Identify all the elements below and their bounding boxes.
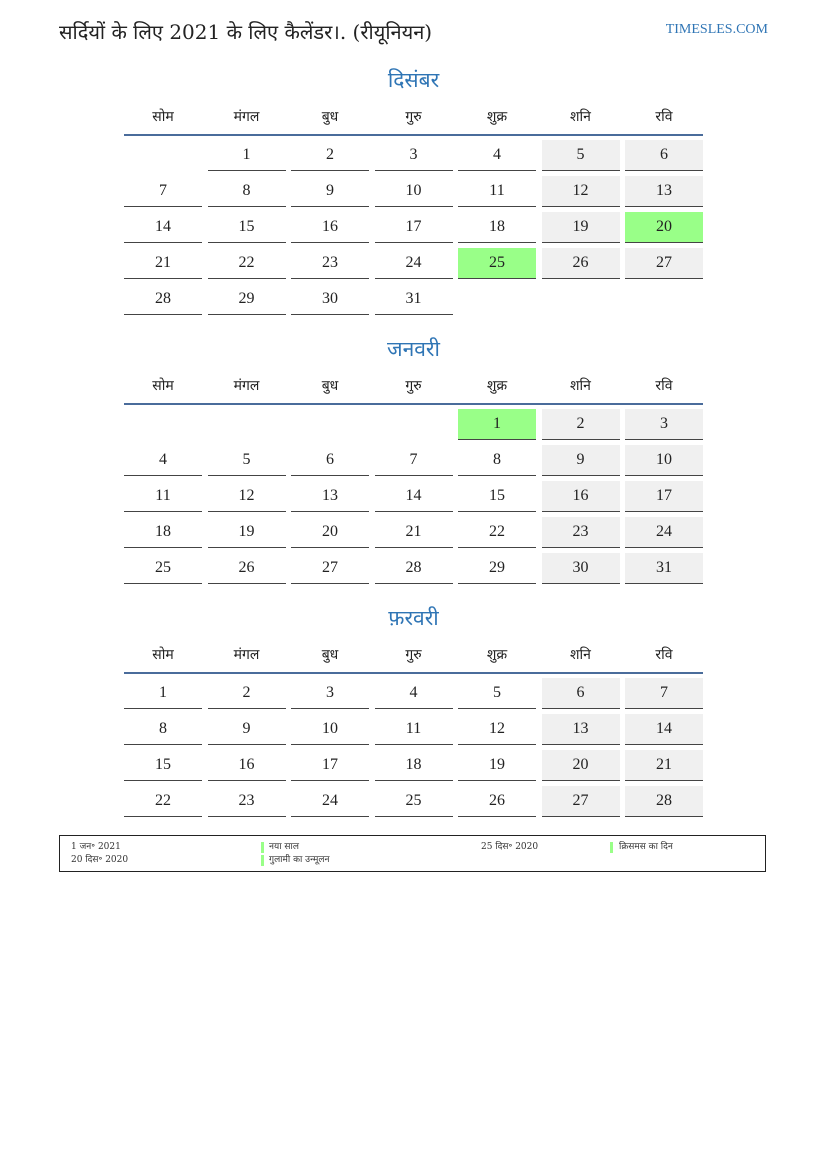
day-cell[interactable]: 14	[124, 212, 202, 243]
holiday-day-cell[interactable]: 20	[625, 212, 703, 243]
empty-cell	[208, 409, 286, 439]
day-cell[interactable]: 11	[375, 714, 453, 745]
day-cell[interactable]: 27	[291, 553, 369, 584]
day-cell[interactable]: 4	[124, 445, 202, 476]
weekday-label: शुक्र	[486, 377, 508, 394]
weekday-label: बुध	[321, 377, 339, 394]
day-cell[interactable]: 8	[458, 445, 536, 476]
empty-cell	[375, 409, 453, 439]
weekday-header	[124, 636, 703, 674]
day-cell[interactable]: 20	[291, 517, 369, 548]
day-cell[interactable]: 26	[458, 786, 536, 817]
day-cell[interactable]: 1	[208, 140, 286, 171]
page-title: सर्दियों के लिए 2021 के लिए कैलेंडर।. (रीयूनियन)	[59, 20, 433, 44]
day-cell[interactable]: 18	[375, 750, 453, 781]
weekday-label: बुध	[321, 108, 339, 125]
day-cell[interactable]: 2	[291, 140, 369, 171]
day-cell[interactable]: 26	[542, 248, 620, 279]
day-cell[interactable]: 6	[542, 678, 620, 709]
weekday-label: रवि	[655, 108, 673, 125]
day-cell[interactable]: 5	[458, 678, 536, 709]
day-cell[interactable]: 6	[291, 445, 369, 476]
weekday-label: सोम	[152, 646, 174, 663]
day-cell[interactable]: 19	[458, 750, 536, 781]
day-cell[interactable]: 3	[625, 409, 703, 440]
day-cell[interactable]: 11	[124, 481, 202, 512]
day-cell[interactable]: 29	[208, 284, 286, 315]
month-december	[124, 66, 703, 320]
day-cell[interactable]: 9	[291, 176, 369, 207]
day-cell[interactable]: 23	[291, 248, 369, 279]
month-title: फ़रवरी	[388, 606, 439, 630]
day-cell[interactable]: 2	[542, 409, 620, 440]
day-cell[interactable]: 29	[458, 553, 536, 584]
day-cell[interactable]: 24	[291, 786, 369, 817]
day-cell[interactable]: 10	[625, 445, 703, 476]
day-cell[interactable]: 4	[458, 140, 536, 171]
empty-cell	[124, 409, 202, 439]
day-cell[interactable]: 28	[625, 786, 703, 817]
day-cell[interactable]: 24	[375, 248, 453, 279]
empty-cell	[291, 409, 369, 439]
day-cell[interactable]: 17	[291, 750, 369, 781]
day-cell[interactable]: 15	[124, 750, 202, 781]
day-cell[interactable]: 15	[458, 481, 536, 512]
day-cell[interactable]: 22	[124, 786, 202, 817]
weekday-label: शनि	[570, 108, 591, 125]
weekday-header	[124, 367, 703, 405]
legend-color-marker	[261, 855, 264, 866]
day-cell[interactable]: 13	[625, 176, 703, 207]
day-cell[interactable]: 6	[625, 140, 703, 171]
day-cell[interactable]: 21	[375, 517, 453, 548]
day-cell[interactable]: 28	[375, 553, 453, 584]
day-cell[interactable]: 23	[542, 517, 620, 548]
day-cell[interactable]: 18	[458, 212, 536, 243]
day-cell[interactable]: 21	[124, 248, 202, 279]
day-cell[interactable]: 13	[291, 481, 369, 512]
legend-date: 1 जन॰ 2021	[71, 842, 121, 852]
legend-date: 20 दिस॰ 2020	[71, 855, 129, 865]
weekday-label: शनि	[570, 377, 591, 394]
weekday-label: रवि	[655, 377, 673, 394]
weekday-label: रवि	[655, 646, 673, 663]
weekday-label: सोम	[152, 377, 174, 394]
weekday-label: गुरु	[405, 646, 422, 663]
holiday-day-cell[interactable]: 25	[458, 248, 536, 279]
day-cell[interactable]: 24	[625, 517, 703, 548]
day-cell[interactable]: 15	[208, 212, 286, 243]
day-cell[interactable]: 8	[124, 714, 202, 745]
days-grid	[124, 678, 703, 822]
legend-color-marker	[610, 842, 613, 853]
day-cell[interactable]: 7	[625, 678, 703, 709]
month-title: दिसंबर	[387, 68, 440, 92]
days-grid	[124, 409, 703, 589]
day-cell[interactable]: 22	[208, 248, 286, 279]
weekday-label: शनि	[570, 646, 591, 663]
day-cell[interactable]: 10	[291, 714, 369, 745]
day-cell[interactable]: 13	[542, 714, 620, 745]
day-cell[interactable]: 3	[291, 678, 369, 709]
weekday-label: मंगल	[233, 646, 260, 663]
day-cell[interactable]: 23	[208, 786, 286, 817]
weekday-label: बुध	[321, 646, 339, 663]
day-cell[interactable]: 26	[208, 553, 286, 584]
day-cell[interactable]: 16	[542, 481, 620, 512]
day-cell[interactable]: 16	[291, 212, 369, 243]
day-cell[interactable]: 31	[625, 553, 703, 584]
day-cell[interactable]: 14	[625, 714, 703, 745]
day-cell[interactable]: 28	[124, 284, 202, 315]
day-cell[interactable]: 17	[375, 212, 453, 243]
day-cell[interactable]: 20	[542, 750, 620, 781]
day-cell[interactable]: 7	[375, 445, 453, 476]
day-cell[interactable]: 21	[625, 750, 703, 781]
day-cell[interactable]: 27	[542, 786, 620, 817]
days-grid	[124, 140, 703, 320]
day-cell[interactable]: 19	[208, 517, 286, 548]
day-cell[interactable]: 4	[375, 678, 453, 709]
day-cell[interactable]: 25	[375, 786, 453, 817]
day-cell[interactable]: 25	[124, 553, 202, 584]
weekday-label: गुरु	[405, 108, 422, 125]
day-cell[interactable]: 17	[625, 481, 703, 512]
weekday-label: मंगल	[233, 108, 260, 125]
day-cell[interactable]: 5	[208, 445, 286, 476]
legend-date: 25 दिस॰ 2020	[481, 842, 539, 852]
day-cell[interactable]: 10	[375, 176, 453, 207]
day-cell[interactable]: 30	[542, 553, 620, 584]
weekday-label: गुरु	[405, 377, 422, 394]
legend-label: नया साल	[269, 842, 299, 852]
day-cell[interactable]: 12	[208, 481, 286, 512]
weekday-label: शुक्र	[486, 646, 508, 663]
weekday-label: मंगल	[233, 377, 260, 394]
day-cell[interactable]: 12	[458, 714, 536, 745]
legend-color-marker	[261, 842, 264, 853]
day-cell[interactable]: 11	[458, 176, 536, 207]
day-cell[interactable]: 12	[542, 176, 620, 207]
legend-label: गुलामी का उन्मूलन	[269, 855, 330, 865]
day-cell[interactable]: 5	[542, 140, 620, 171]
legend-label: क्रिसमस का दिन	[619, 842, 673, 852]
day-cell[interactable]: 7	[124, 176, 202, 207]
day-cell[interactable]: 18	[124, 517, 202, 548]
month-title: जनवरी	[387, 337, 440, 361]
day-cell[interactable]: 1	[124, 678, 202, 709]
weekday-header	[124, 98, 703, 136]
day-cell[interactable]: 22	[458, 517, 536, 548]
day-cell[interactable]: 30	[291, 284, 369, 315]
day-cell[interactable]: 9	[208, 714, 286, 745]
site-link[interactable]: TIMESLES.COM	[665, 22, 768, 37]
day-cell[interactable]: 27	[625, 248, 703, 279]
weekday-label: शुक्र	[486, 108, 508, 125]
day-cell[interactable]: 16	[208, 750, 286, 781]
holiday-legend	[59, 835, 766, 872]
day-cell[interactable]: 14	[375, 481, 453, 512]
day-cell[interactable]: 2	[208, 678, 286, 709]
weekday-label: सोम	[152, 108, 174, 125]
day-cell[interactable]: 3	[375, 140, 453, 171]
day-cell[interactable]: 19	[542, 212, 620, 243]
holiday-day-cell[interactable]: 1	[458, 409, 536, 440]
day-cell[interactable]: 8	[208, 176, 286, 207]
empty-cell	[124, 140, 202, 170]
day-cell[interactable]: 9	[542, 445, 620, 476]
day-cell[interactable]: 31	[375, 284, 453, 315]
month-february	[124, 604, 703, 822]
month-january	[124, 335, 703, 589]
